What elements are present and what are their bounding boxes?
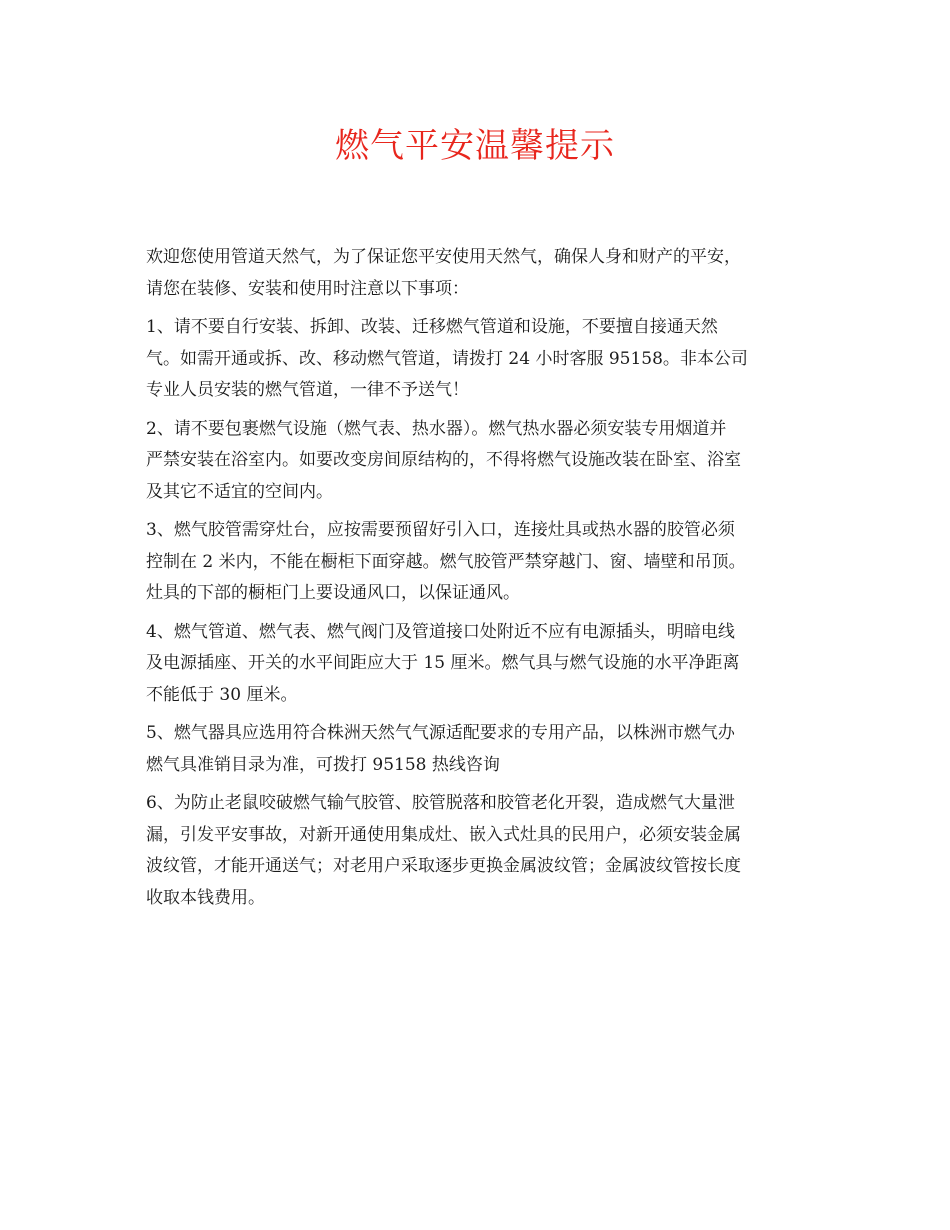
- notice-item-2: [146, 414, 806, 509]
- notice-line: 4、燃气管道、燃气表、燃气阀门及管道接口处附近不应有电源插头，明暗电线: [146, 621, 735, 642]
- notice-item-1: [146, 312, 806, 407]
- notice-line: 6、为防止老鼠咬破燃气输气胶管、胶管脱落和胶管老化开裂，造成燃气大量泄: [146, 793, 735, 813]
- notice-line: 3、燃气胶管需穿灶台，应按需要预留好引入口，连接灶具或热水器的胶管必须: [146, 520, 735, 540]
- intro-line: 请您在装修、安装和使用时注意以下事项：: [146, 278, 469, 299]
- notice-item-4: [146, 617, 806, 712]
- notice-line: 5、燃气器具应选用符合株洲天然气气源适配要求的专用产品，以株洲市燃气办: [146, 723, 735, 743]
- intro-paragraph: [146, 242, 806, 305]
- notice-line: 及其它不适宜的空间内。: [146, 481, 333, 502]
- notice-line: 严禁安装在浴室内。如要改变房间原结构的，不得将燃气设施改装在卧室、浴室: [146, 450, 741, 470]
- notice-item-3: [146, 515, 806, 610]
- notice-line: 漏，引发平安事故，对新开通使用集成灶、嵌入式灶具的民用户，必须安装金属: [146, 824, 741, 845]
- notice-line: 波纹管，才能开通送气；对老用户采取逐步更换金属波纹管；金属波纹管按长度: [146, 856, 741, 876]
- notice-line: 及电源插座、开关的水平间距应大于 15 厘米。燃气具与燃气设施的水平净距离: [146, 653, 740, 673]
- notice-line: 专业人员安装的燃气管道，一律不予送气！: [146, 380, 469, 400]
- notice-line: 灶具的下部的橱柜门上要设通风口，以保证通风。: [146, 583, 520, 603]
- page-title: 燃气平安温馨提示: [335, 126, 615, 166]
- document-body: [146, 242, 806, 921]
- notice-item-6: [146, 788, 806, 914]
- notice-item-5: [146, 718, 806, 781]
- notice-line: 燃气具准销目录为准，可拨打 95158 热线咨询: [146, 754, 500, 775]
- notice-line: 1、请不要自行安装、拆卸、改装、迁移燃气管道和设施，不要擅自接通天然: [146, 317, 718, 337]
- notice-line: 气。如需开通或拆、改、移动燃气管道，请拨打 24 小时客服 95158。非本公司: [146, 348, 748, 369]
- notice-line: 收取本钱费用。: [146, 887, 265, 908]
- notice-line: 控制在 2 米内，不能在橱柜下面穿越。燃气胶管严禁穿越门、窗、墙壁和吊顶。: [146, 551, 746, 572]
- notice-line: 2、请不要包裹燃气设施（燃气表、热水器）。燃气热水器必须安装专用烟道并: [146, 418, 727, 439]
- notice-line: 不能低于 30 厘米。: [146, 684, 298, 705]
- intro-line: 欢迎您使用管道天然气，为了保证您平安使用天然气，确保人身和财产的平安，: [146, 247, 741, 267]
